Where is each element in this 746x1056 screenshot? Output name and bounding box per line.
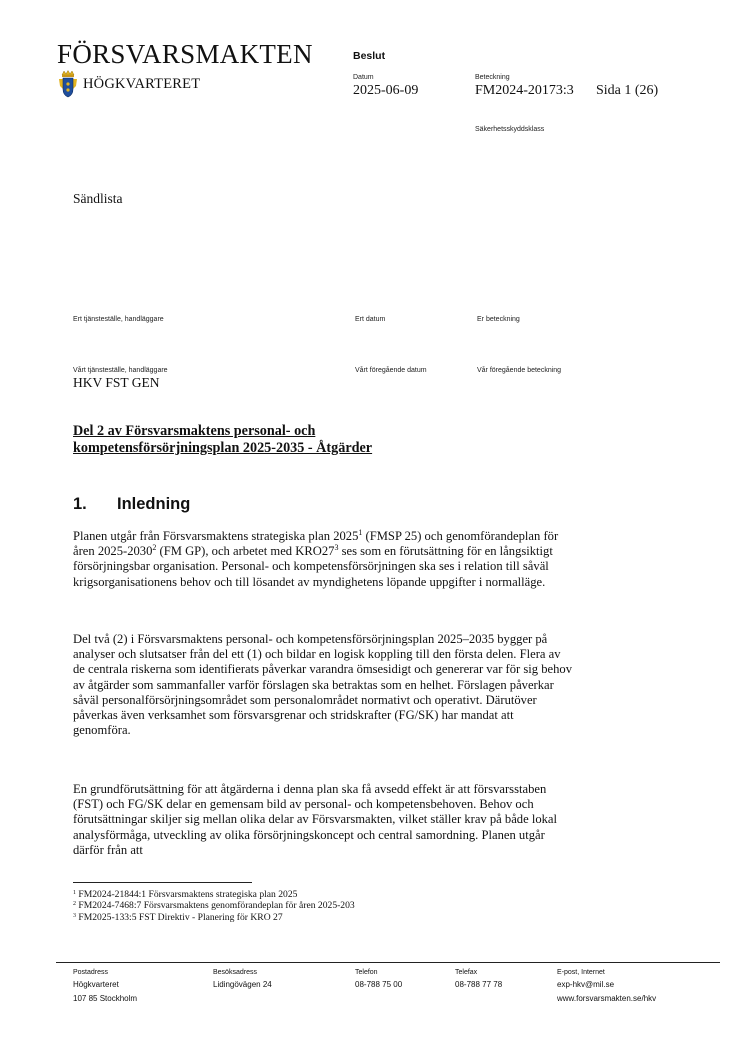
recipient: Sändlista [73, 191, 123, 206]
section-title: Inledning [117, 495, 191, 513]
your-reference-label: Er beteckning [477, 316, 520, 323]
fax-value: 08-788 77 78 [455, 980, 503, 989]
footnote-ref-2: 2 [152, 543, 157, 553]
footnote-1-number: 1 [73, 890, 76, 896]
headquarters-name: HÖGKVARTERET [83, 76, 201, 92]
document-title-line-1: Del 2 av Försvarsmaktens personal- och [73, 423, 316, 439]
coat-of-arms-icon [57, 70, 79, 98]
footer-phone [355, 967, 402, 992]
reference-label: Beteckning [475, 74, 510, 81]
document-title-line-2: kompetensförsörjningsplan 2025-2035 - Åtgärder [73, 440, 373, 456]
footer-postal-address [73, 967, 137, 1005]
document-type: Beslut [353, 50, 386, 62]
section-number: 1. [73, 495, 87, 513]
footnote-ref-1: 1 [358, 528, 363, 537]
postal-label: Postadress [73, 969, 109, 976]
date-value: 2025-06-09 [353, 83, 419, 98]
our-office-value: HKV FST GEN [73, 375, 160, 390]
footnote-1 [73, 889, 355, 900]
your-office-label: Ert tjänsteställe, handläggare [73, 316, 164, 323]
footer-visiting-address [213, 967, 272, 992]
postal-line-2: 107 85 Stockholm [73, 993, 138, 1003]
visit-value: Lidingövägen 24 [213, 980, 272, 989]
email-label: E-post, Internet [557, 969, 605, 976]
footnote-2-number: 2 [73, 901, 76, 908]
footer-email-internet [557, 967, 656, 1005]
your-date-label: Ert datum [355, 316, 386, 323]
footnote-3 [73, 912, 355, 923]
phone-value: 08-788 75 00 [355, 980, 403, 989]
email-link[interactable]: exp-hkv@mil.se [557, 980, 615, 989]
footnote-1-text: FM2024-21844:1 Försvarsmaktens strategiska plan 2025 [76, 889, 298, 900]
paragraph-1 [73, 529, 573, 590]
paragraph-1-text-a: Planen utgår från Försvarsmaktens strategiska plan 2025 [73, 529, 359, 543]
section-heading [73, 495, 190, 514]
fax-label: Telefax [455, 969, 478, 976]
footnote-ref-3: 3 [334, 543, 339, 553]
paragraph-3: En grundförutsättning för att åtgärderna i denna plan ska få avsedd effekt är att försvarsstaben (FST) och FG/SK delar en gemensam bild av personal- och kompetensbehoven. Behov och förutsättningar skiljer sig mellan olika delar av Försvarsmakten, vilket ställer krav på både lokal analysförmåga, utveckling av olika försörjningskoncept och central samordning. Planen utgår därför från att [73, 782, 558, 857]
document-title [73, 423, 372, 457]
postal-line-1: Högkvarteret [73, 980, 119, 989]
paragraph-1-text-d: ses som en förutsättning för en långsiktigt försörjningsbar organisation. Personal- och kompetensförsörjningen ska ses i relation till såväl krigsorganisationens behov och till lösandet av myndighetens löpande uppgifter i normalläge. [73, 544, 553, 589]
footnote-2-text: FM2024-7468:7 Försvarsmaktens genomförandeplan för åren 2025-203 [76, 900, 355, 912]
paragraph-1-text-c: (FM GP), och arbetet med KRO27 [156, 544, 335, 559]
security-class-label: Säkerhetsskyddsklass [475, 126, 545, 133]
footer-separator [56, 962, 720, 963]
footnote-3-number: 3 [73, 912, 76, 919]
paragraph-2: Del två (2) i Försvarsmaktens personal- och kompetensförsörjningsplan 2025–2035 bygger på analyser och slutsatser från del ett (1) och bildar en logisk koppling till den första delen. Flera av de centrala riskerna som identifierats påverkar varandra ömsesidigt och genererar var för sig behov av åtgärder som sammanfaller varför förslagen ska betraktas som en helhet. Förslagen påverkar såväl personalförsörjningsområdet som personalområdet normativt och operativt. Därutöver påverkas även verksamhet som försvarsgrenar och stridskrafter (FG/SK) har mandat att genomföra. [73, 632, 572, 738]
footnote-3-text: FM2025-133:5 FST Direktiv - Planering för KRO 27 [76, 911, 283, 923]
date-label: Datum [353, 74, 374, 81]
organization-name: FÖRSVARSMAKTEN [57, 39, 313, 69]
reference-value: FM2024-20173:3 [475, 83, 574, 98]
paragraph-1-text-b: (FMSP 25) och genomförandeplan för åren 2025-2030 [73, 529, 559, 559]
our-office-label: Vårt tjänsteställe, handläggare [73, 367, 168, 374]
our-previous-reference-label: Vår föregående beteckning [477, 367, 562, 374]
footnote-separator [73, 882, 252, 883]
visit-label: Besöksadress [213, 969, 257, 976]
footnotes [73, 889, 355, 923]
phone-label: Telefon [355, 969, 378, 976]
page-info: Sida 1 (26) [596, 83, 659, 98]
our-previous-date-label: Vårt föregående datum [355, 367, 427, 374]
website-link[interactable]: www.forsvarsmakten.se/hkv [557, 993, 657, 1003]
footer-fax [455, 967, 502, 992]
footnote-2 [73, 900, 355, 911]
